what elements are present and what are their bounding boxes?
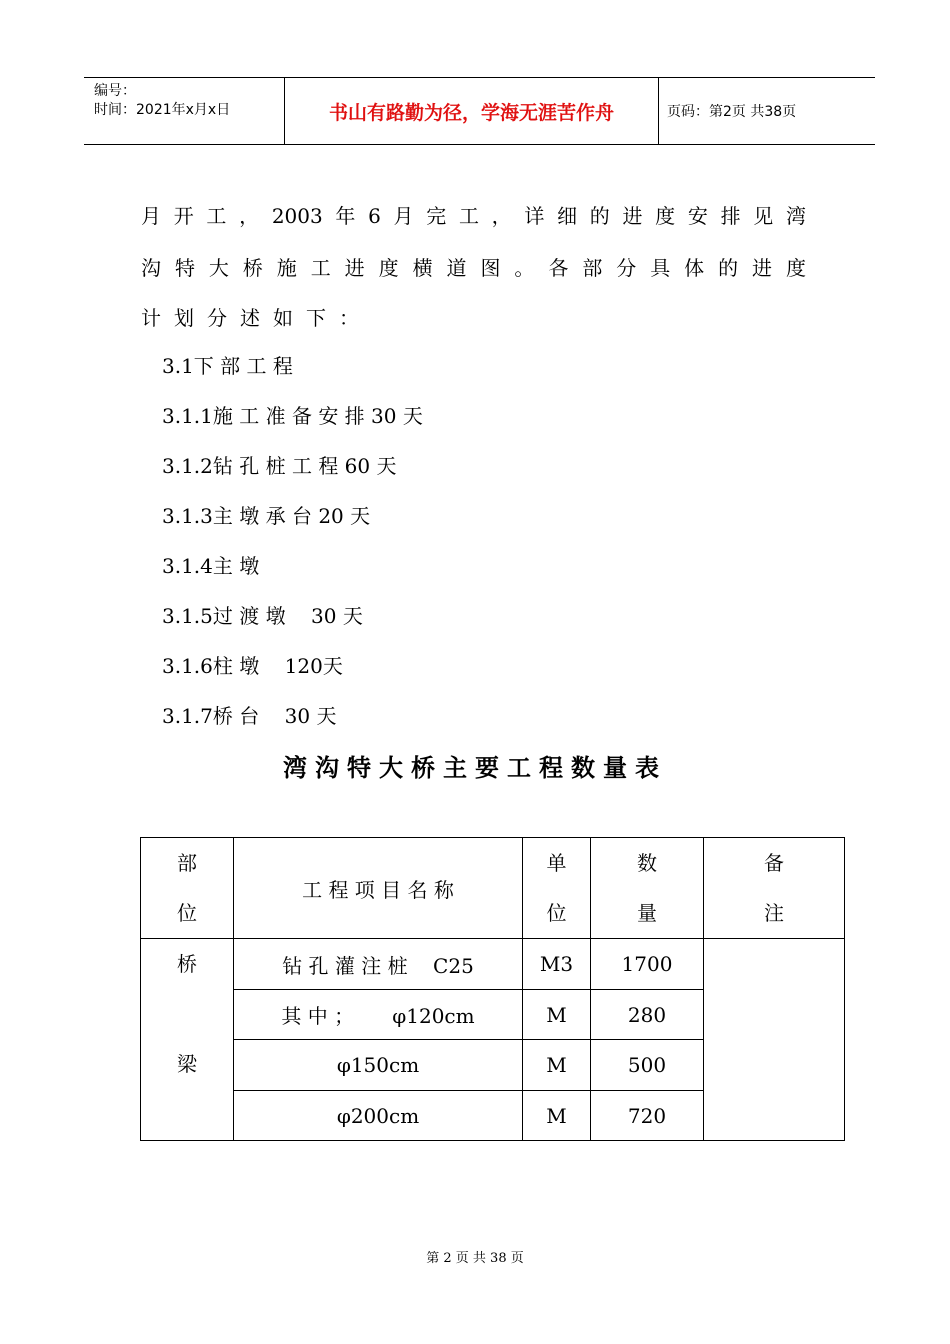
section-item: 3.1.3主 墩 承 台 20 天 — [162, 504, 371, 528]
header-unit: 单 位 — [523, 838, 591, 939]
table-title: 湾沟特大桥主要工程数量表 — [283, 754, 667, 782]
paragraph-line: 沟特大桥施工进度横道图。各部分具体的进度 — [141, 256, 806, 280]
header-divider — [658, 78, 659, 144]
section-item: 3.1.6柱 墩 120天 — [162, 654, 343, 678]
item-name-cell: 其 中 ； φ120cm — [234, 990, 523, 1040]
header-number: 编号： — [94, 83, 136, 99]
header-item-name: 工 程 项 目 名 称 — [234, 838, 523, 939]
paragraph-line: 计划分述如下： — [141, 306, 372, 330]
header-note: 备 注 — [704, 838, 845, 939]
table-row — [141, 939, 845, 990]
page-footer: 第 2 页 共 38 页 — [426, 1251, 524, 1266]
item-name-cell: φ200cm — [234, 1091, 523, 1141]
header-time: 时间：2021年x月x日 — [94, 102, 231, 118]
section-item: 3.1.1施 工 准 备 安 排 30 天 — [162, 404, 423, 428]
quantity-cell: 500 — [591, 1040, 704, 1091]
quantity-cell: 280 — [591, 990, 704, 1040]
section-item: 3.1.4主 墩 — [162, 554, 260, 578]
header-quantity: 数 量 — [591, 838, 704, 939]
table-header-row — [141, 838, 845, 939]
quantity-table — [140, 837, 845, 1141]
section-item: 3.1.5过 渡 墩 30 天 — [162, 604, 363, 628]
quantity-cell: 720 — [591, 1091, 704, 1141]
note-cell — [704, 939, 845, 1141]
header-meta — [94, 82, 230, 120]
header-motto: 书山有路勤为径，学海无涯苦作舟 — [328, 101, 614, 124]
paragraph-line: 月开工，2003年6月完工，详细的进度安排见湾 — [141, 204, 806, 228]
quantity-cell: 1700 — [591, 939, 704, 990]
unit-cell: M3 — [523, 939, 591, 990]
unit-cell: M — [523, 1040, 591, 1091]
header-part: 部 位 — [141, 838, 234, 939]
section-item: 3.1.2钻 孔 桩 工 程 60 天 — [162, 454, 397, 478]
item-name-cell: 钻 孔 灌 注 桩 C25 — [234, 939, 523, 990]
section-item: 3.1.7桥 台 30 天 — [162, 704, 337, 728]
unit-cell: M — [523, 1091, 591, 1141]
unit-cell: M — [523, 990, 591, 1040]
header-page-info: 页码：第2页 共38页 — [667, 104, 797, 120]
part-cell: 桥 梁 — [141, 939, 234, 1141]
section-heading: 3.1下 部 工 程 — [162, 354, 293, 378]
item-name-cell: φ150cm — [234, 1040, 523, 1091]
page-header — [84, 77, 875, 145]
